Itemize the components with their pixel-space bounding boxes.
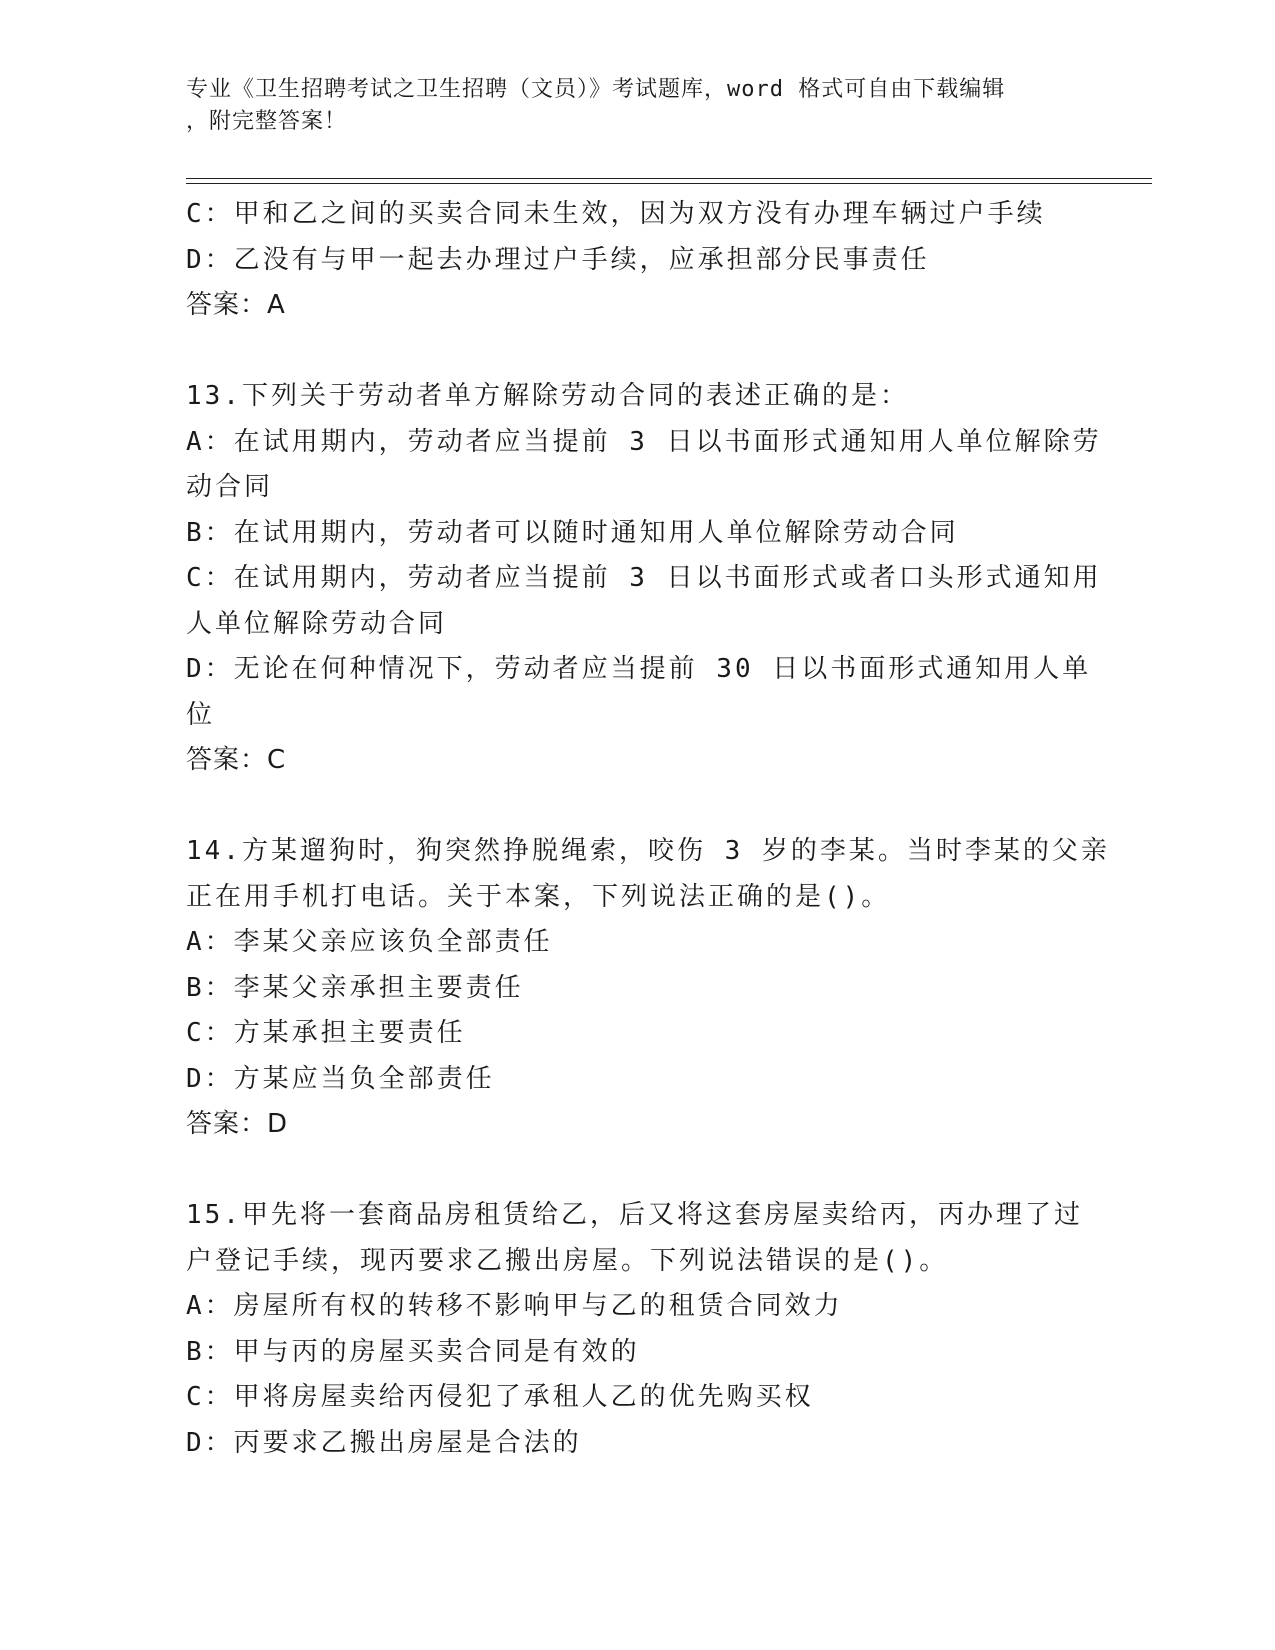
header-line-2: ，附完整答案！ xyxy=(186,109,348,134)
option-b: B：在试用期内，劳动者可以随时通知用人单位解除劳动合同 xyxy=(186,517,959,548)
option-a: A：房屋所有权的转移不影响甲与乙的租赁合同效力 xyxy=(186,1291,843,1321)
option-a: A：在试用期内，劳动者应当提前 3 日以书面形式通知用人单位解除劳 xyxy=(186,426,1102,457)
header-divider-top xyxy=(186,178,1152,179)
question-stem-continued: 户登记手续，现丙要求乙搬出房屋。下列说法错误的是()。 xyxy=(186,1245,949,1276)
header-line-1: 专业《卫生招聘考试之卫生招聘（文员）》考试题库，word 格式可自由下载编辑 xyxy=(186,77,1006,102)
option-d: D：无论在何种情况下，劳动者应当提前 30 日以书面形式通知用人单 xyxy=(186,654,1092,684)
option-a-continued: 动合同 xyxy=(186,472,274,502)
answer: 答案：D xyxy=(186,1109,289,1139)
header-divider-bottom xyxy=(186,183,1152,184)
option-d-continued: 位 xyxy=(186,699,216,730)
document-body xyxy=(186,192,1110,1466)
option-d: D：丙要求乙搬出房屋是合法的 xyxy=(186,1427,582,1458)
option-a: A：李某父亲应该负全部责任 xyxy=(186,927,553,957)
question-14 xyxy=(186,829,1110,1148)
question-stem: 14.方某遛狗时，狗突然挣脱绳索，咬伤 3 岁的李某。当时李某的父亲 xyxy=(186,836,1110,866)
option-c-continued: 人单位解除劳动合同 xyxy=(186,608,448,639)
option-c: C：甲将房屋卖给丙侵犯了承租人乙的优先购买权 xyxy=(186,1382,814,1412)
question-15 xyxy=(186,1193,1086,1466)
document-header xyxy=(186,74,1066,138)
answer: 答案：C xyxy=(186,745,287,775)
question-stem: 15.甲先将一套商品房租赁给乙，后又将这套房屋卖给丙，丙办理了过 xyxy=(186,1200,1083,1230)
question-stem: 13.下列关于劳动者单方解除劳动合同的表述正确的是： xyxy=(186,381,909,411)
spacer xyxy=(186,1148,1086,1194)
option-b: B：甲与丙的房屋买卖合同是有效的 xyxy=(186,1336,640,1367)
option-c: C：在试用期内，劳动者应当提前 3 日以书面形式或者口头形式通知用 xyxy=(186,563,1102,593)
option-c: C：甲和乙之间的买卖合同未生效，因为双方没有办理车辆过户手续 xyxy=(186,199,1046,229)
spacer xyxy=(186,329,1086,375)
option-d: D：方某应当负全部责任 xyxy=(186,1063,495,1094)
question-12-continued xyxy=(186,192,1086,329)
question-13 xyxy=(186,374,1102,784)
spacer xyxy=(186,784,1086,830)
option-b: B：李某父亲承担主要责任 xyxy=(186,972,524,1003)
option-c: C：方某承担主要责任 xyxy=(186,1018,466,1048)
option-d: D：乙没有与甲一起去办理过户手续，应承担部分民事责任 xyxy=(186,244,930,275)
answer: 答案：A xyxy=(186,290,286,320)
question-stem-continued: 正在用手机打电话。关于本案，下列说法正确的是()。 xyxy=(186,881,891,912)
